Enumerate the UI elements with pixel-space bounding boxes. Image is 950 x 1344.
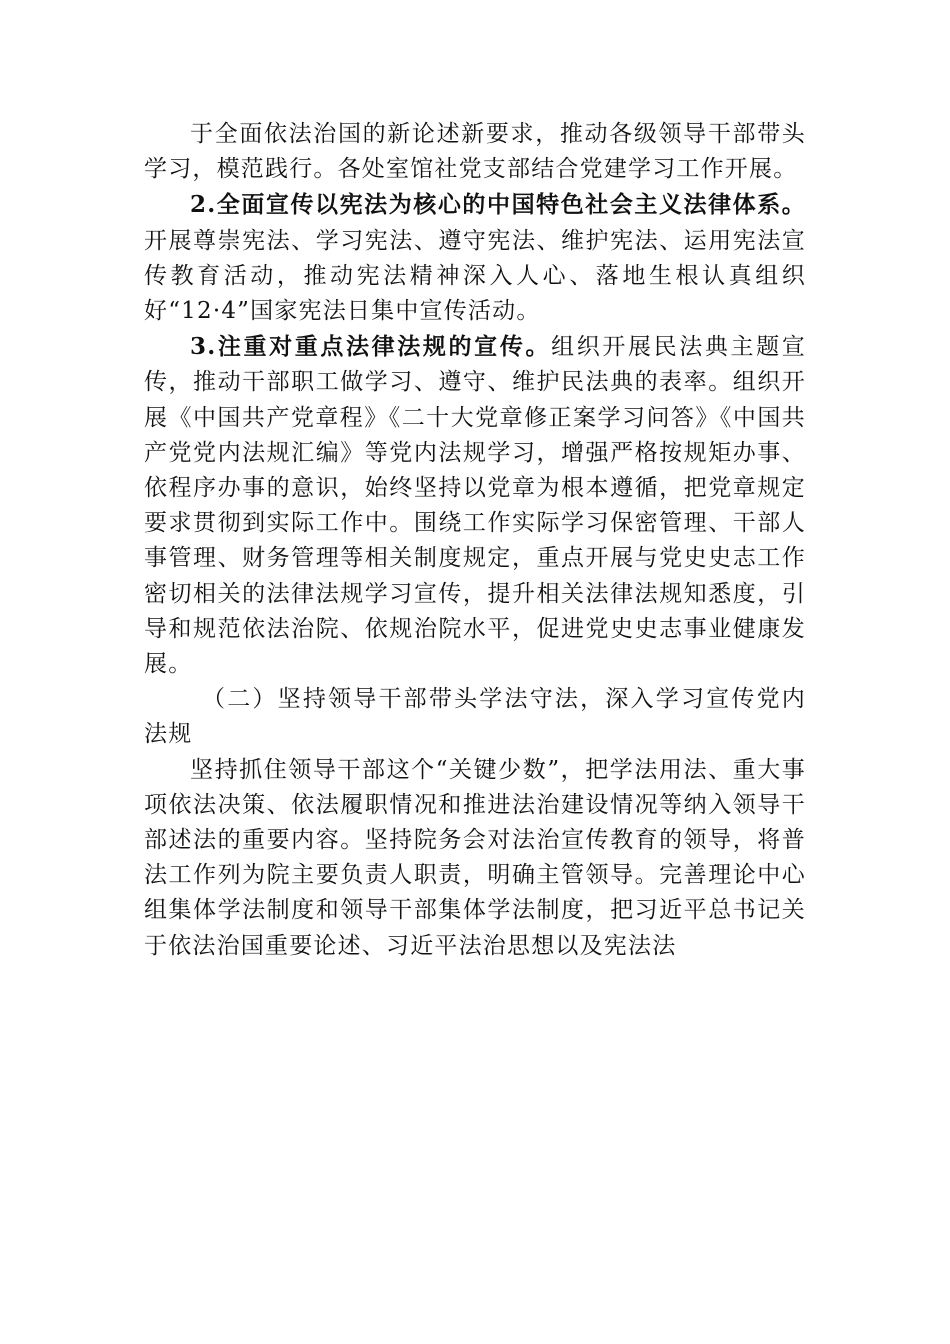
item-2-body: 开展尊崇宪法、学习宪法、遵守宪法、维护宪法、运用宪法宣传教育活动，推动宪法精神深入人心、落地生根认真组织好“12·4”国家宪法日集中宣传活动。 (144, 227, 806, 325)
item-2-heading: 2.全面宣传以宪法为核心的中国特色社会主义法律体系。 (190, 191, 806, 219)
paragraph-continuation: 于全面依法治国的新论述新要求，推动各级领导干部带头学习，模范践行。各处室馆社党支部结合党建学习工作开展。 (144, 121, 806, 183)
paragraph-item-2 (144, 187, 806, 329)
document-body (144, 117, 806, 964)
paragraph-section-2-body: 坚持抓住领导干部这个“关键少数”，把学法用法、重大事项依法决策、依法履职情况和推进法治建设情况等纳入领导干部述法的重要内容。坚持院务会对法治宣传教育的领导，将普法工作列为院主要负责人职责，明确主管领导。完善理论中心组集体学法制度和领导干部集体学法制度，把习近平总书记关于依法治国重要论述、习近平法治思想以及宪法法 (144, 756, 806, 959)
section-2-heading: （二）坚持领导干部带头学法守法，深入学习宣传党内法规 (144, 686, 806, 748)
item-3-heading: 3.注重对重点法律法规的宣传。 (190, 333, 552, 361)
paragraph-item-3 (144, 329, 806, 682)
item-3-body: 组织开展民法典主题宣传，推动干部职工做学习、遵守、维护民法典的表率。组织开展《中国共产党章程》《二十大党章修正案学习问答》《中国共产党党内法规汇编》等党内法规学习，增强严格按规矩办事、依程序办事的意识，始终坚持以党章为根本遵循，把党章规定要求贯彻到实际工作中。围绕工作实际学习保密管理、干部人事管理、财务管理等相关制度规定，重点开展与党史史志工作密切相关的法律法规学习宣传，提升相关法律法规知悉度，引导和规范依法治院、依规治院水平，促进党史史志事业健康发展。 (144, 334, 807, 678)
